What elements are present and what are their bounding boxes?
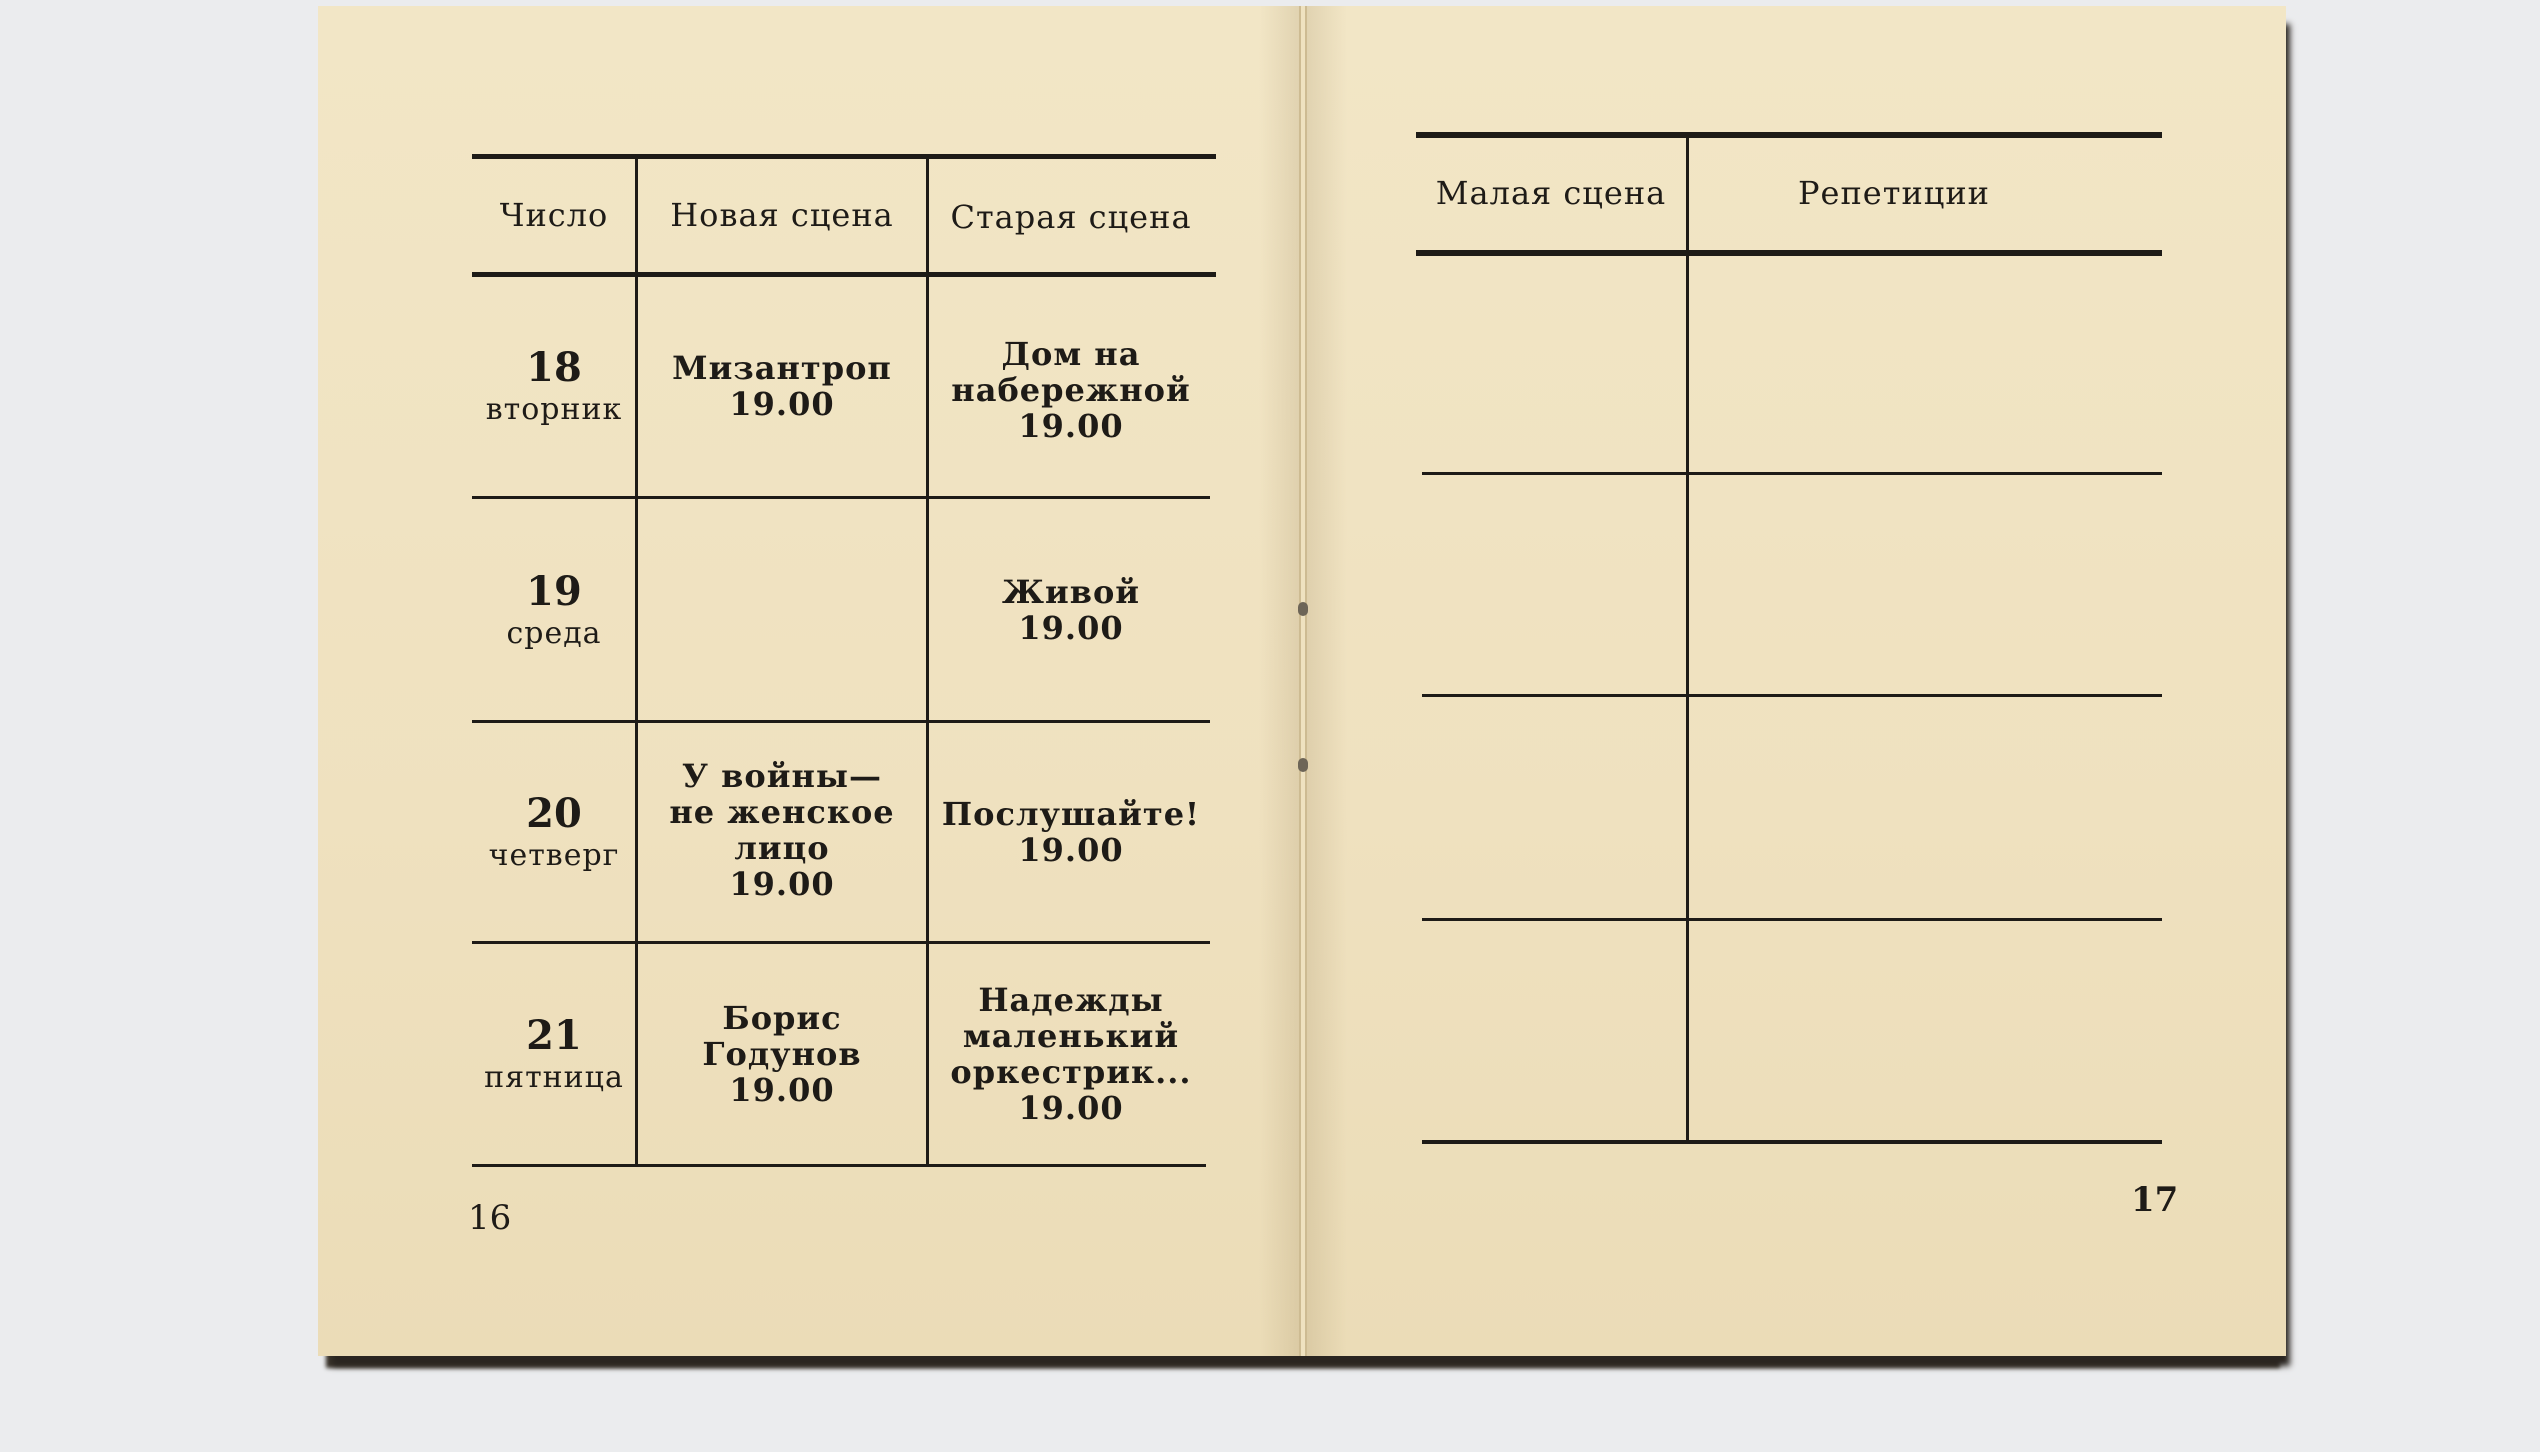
- header-bottom-rule: [1416, 250, 2162, 256]
- show-title: набережной: [951, 371, 1191, 409]
- show-title: Дом на: [1001, 335, 1141, 373]
- header-rehearsals: Репетиции: [1798, 174, 1990, 212]
- header-new-stage: Новая сцена: [670, 196, 894, 234]
- new-stage-cell: [638, 1000, 926, 1108]
- page-number-right: 17: [2131, 1180, 2179, 1220]
- weekday: среда: [506, 616, 602, 651]
- header-old-stage: Старая сцена: [950, 198, 1192, 236]
- show-title: Живой: [1001, 573, 1141, 611]
- show-time: 19.00: [729, 385, 835, 423]
- header-small-stage: Малая сцена: [1435, 174, 1667, 212]
- show-title: оркестрик...: [950, 1053, 1192, 1091]
- show-title: лицо: [734, 829, 830, 867]
- show-title: Мизантроп: [672, 349, 892, 387]
- old-stage-cell: [929, 336, 1213, 444]
- right-page: [1305, 6, 2286, 1356]
- row-divider: [472, 720, 1210, 723]
- old-stage-cell: [929, 982, 1213, 1126]
- show-title: У войны—: [682, 757, 882, 795]
- binding-staple: [1298, 602, 1308, 616]
- row-divider: [472, 941, 1210, 944]
- date-cell: [474, 570, 634, 654]
- show-title: Годунов: [702, 1035, 862, 1073]
- day-number: 21: [526, 1012, 582, 1059]
- left-page: [318, 6, 1301, 1356]
- binding-staple: [1298, 758, 1308, 772]
- show-title: Послушайте!: [941, 795, 1201, 833]
- weekday: пятница: [484, 1060, 624, 1095]
- date-cell: [474, 346, 634, 430]
- day-number: 20: [526, 790, 582, 837]
- date-cell: [474, 792, 634, 876]
- column-divider: [1686, 136, 1689, 1140]
- row-divider: [1422, 694, 2162, 697]
- weekday: четверг: [488, 838, 620, 873]
- show-time: 19.00: [729, 865, 835, 903]
- show-time: 19.00: [1018, 1089, 1124, 1127]
- old-stage-cell: [929, 796, 1213, 868]
- show-title: не женское: [669, 793, 895, 831]
- booklet-spread: [318, 6, 2284, 1356]
- show-title: маленький: [962, 1017, 1180, 1055]
- show-time: 19.00: [729, 1071, 835, 1109]
- day-number: 18: [526, 344, 582, 391]
- show-time: 19.00: [1018, 831, 1124, 869]
- weekday: вторник: [485, 392, 623, 427]
- row-divider: [1422, 918, 2162, 921]
- day-number: 19: [526, 568, 582, 615]
- page-number-left: 16: [468, 1198, 512, 1238]
- show-title: Борис: [722, 999, 842, 1037]
- old-stage-cell: [929, 574, 1213, 646]
- table-bottom-rule: [1422, 1140, 2162, 1144]
- date-cell: [474, 1014, 634, 1098]
- show-time: 19.00: [1018, 609, 1124, 647]
- table-bottom-rule: [472, 1164, 1206, 1167]
- row-divider: [472, 496, 1210, 499]
- new-stage-cell: [638, 350, 926, 422]
- header-date: Число: [499, 196, 609, 234]
- row-divider: [1422, 472, 2162, 475]
- show-time: 19.00: [1018, 407, 1124, 445]
- new-stage-cell: [638, 758, 926, 902]
- show-title: Надежды: [978, 981, 1164, 1019]
